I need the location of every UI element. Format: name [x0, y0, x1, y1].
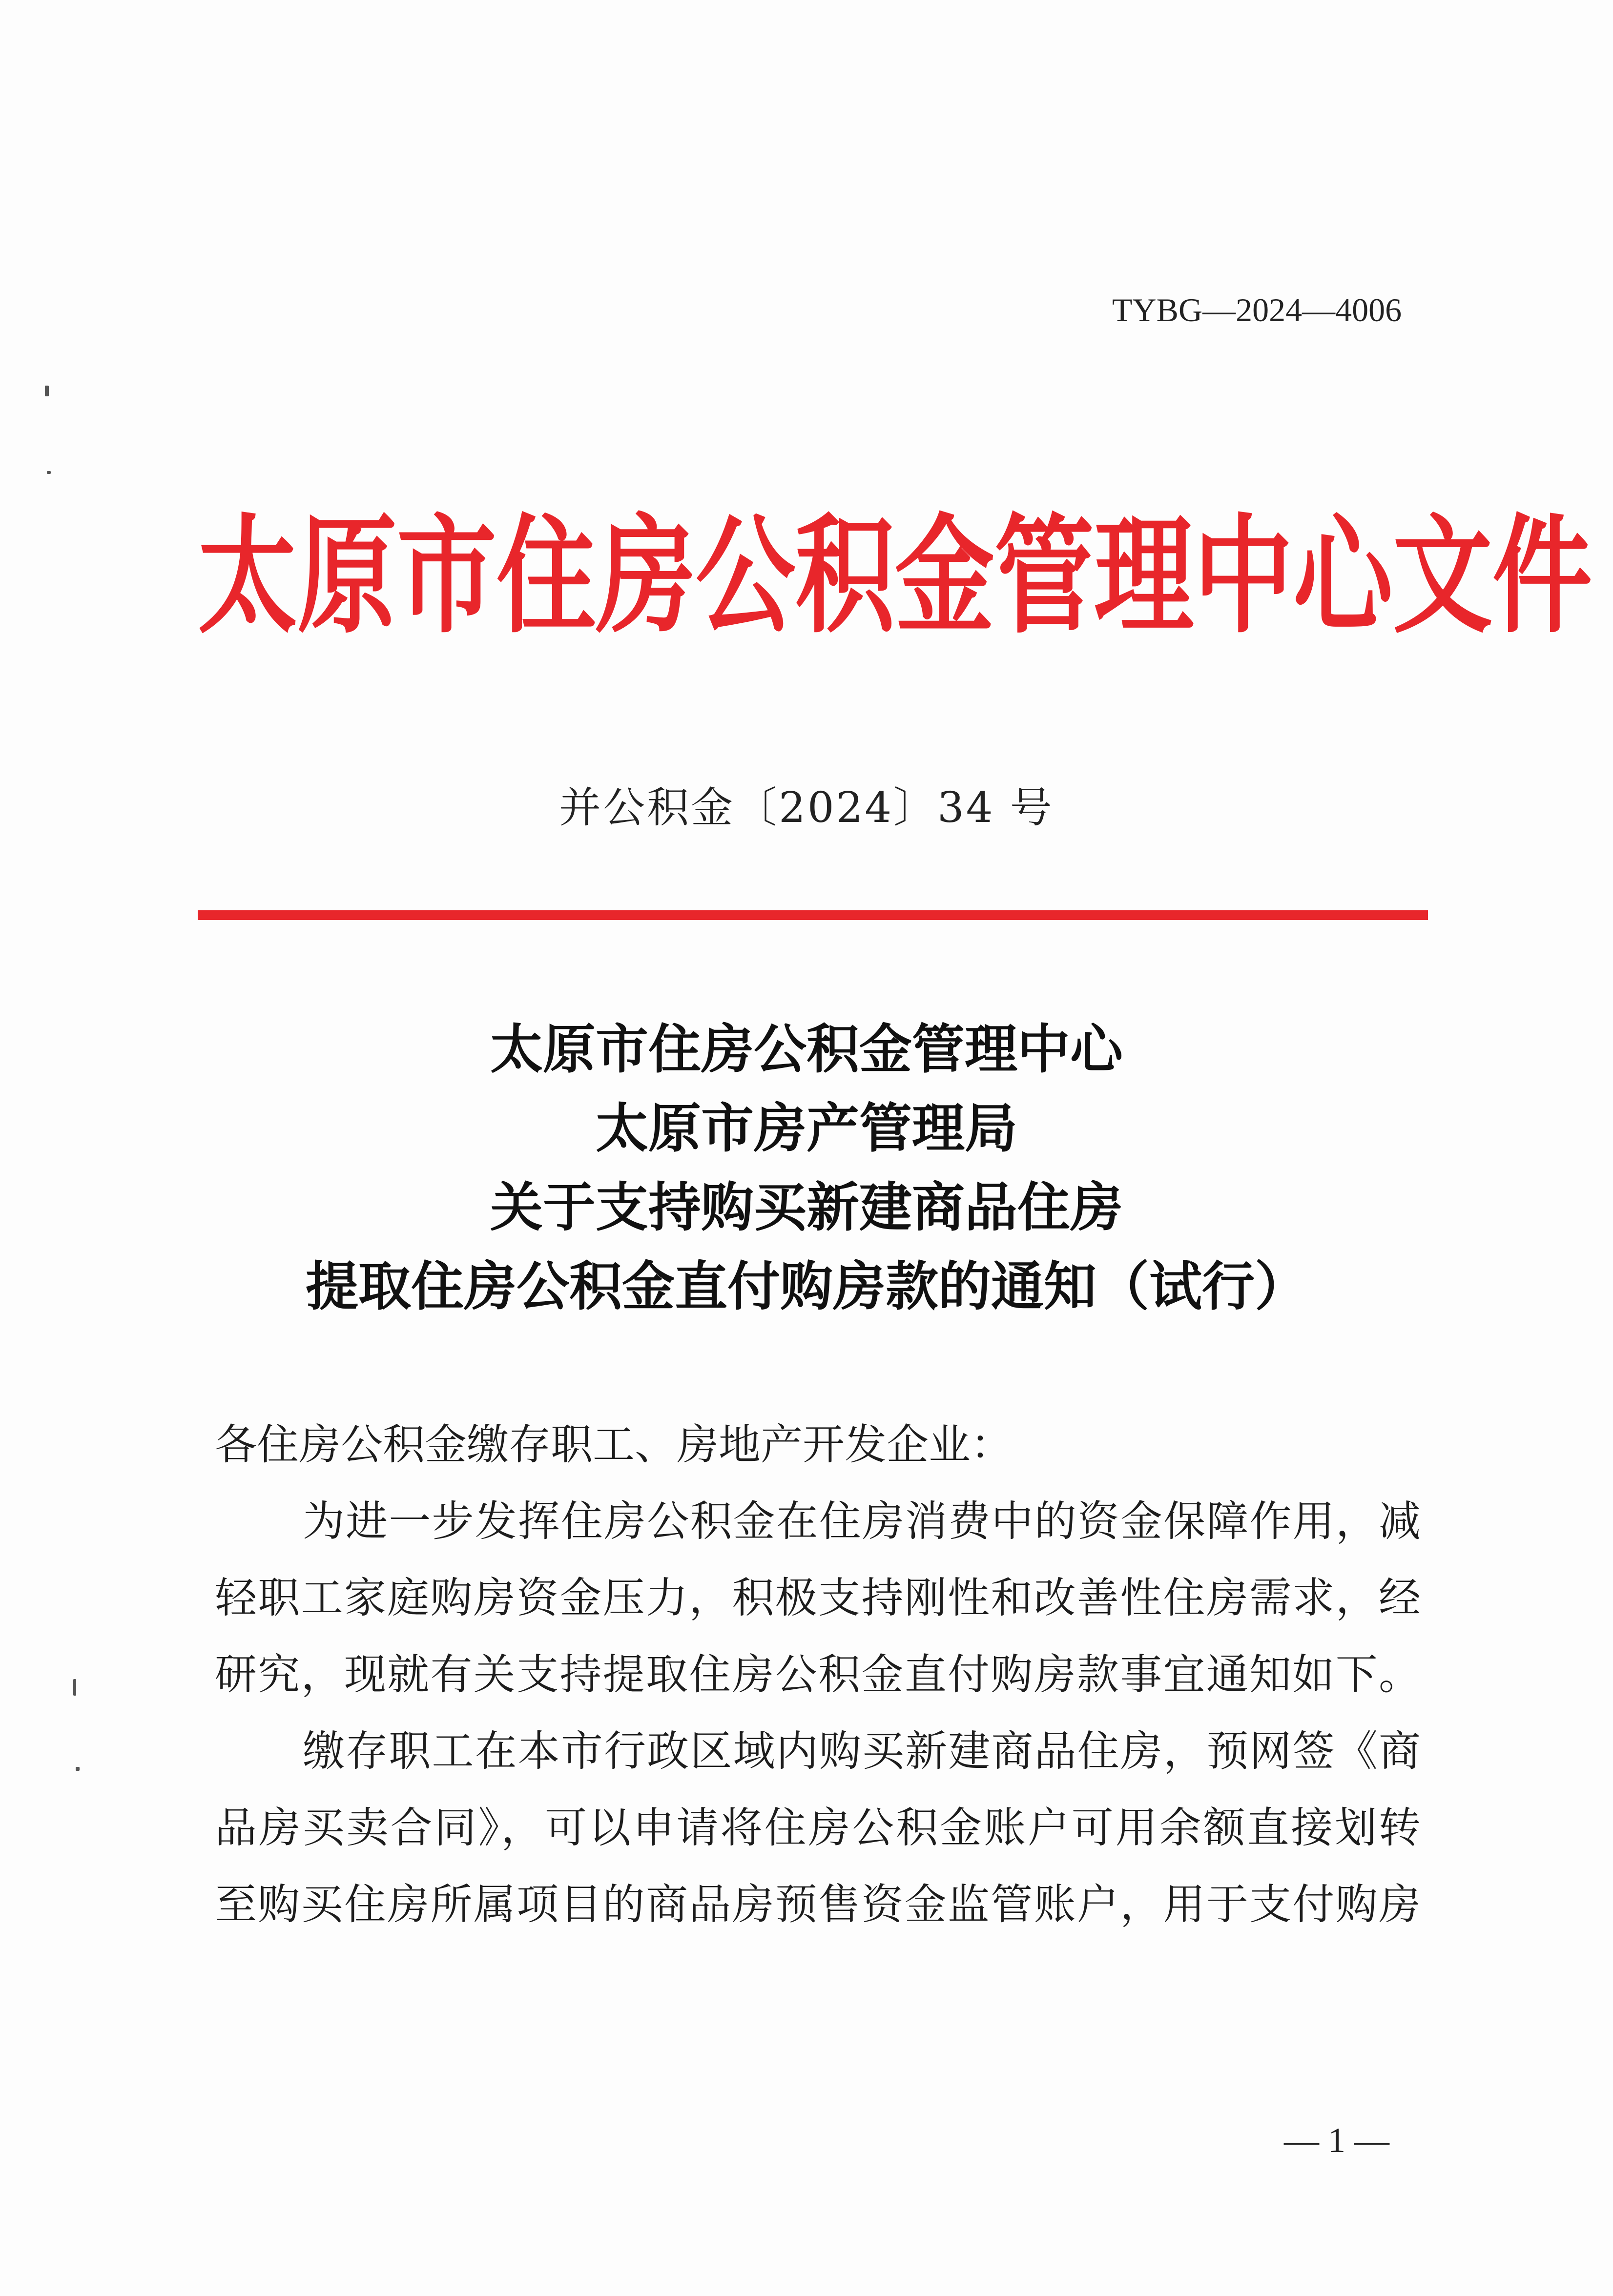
- scan-mark: [76, 1767, 80, 1771]
- title-line: 提取住房公积金直付购房款的通知（试行）: [305, 1256, 1307, 1317]
- document-number: 并公积金〔2024〕34 号: [559, 783, 1054, 832]
- scan-mark: [45, 386, 49, 396]
- paragraph-line: 至购买住房所属项目的商品房预售资金监管账户，用于支付购房: [215, 1880, 1421, 1929]
- paragraph-line: 轻职工家庭购房资金压力，积极支持刚性和改善性住房需求，经: [215, 1574, 1421, 1622]
- title-line: 关于支持购买新建商品住房: [490, 1177, 1123, 1238]
- document-title: [0, 1010, 1613, 1327]
- paragraph-line: 为进一步发挥住房公积金在住房消费中的资金保障作用，减: [303, 1497, 1421, 1546]
- title-line: 太原市住房公积金管理中心: [490, 1019, 1123, 1080]
- red-letterhead: 太原市住房公积金管理中心文件: [198, 501, 1592, 651]
- scan-mark: [47, 471, 51, 474]
- paragraph-line: 缴存职工在本市行政区域内购买新建商品住房，预网签《商: [303, 1727, 1421, 1776]
- scan-mark: [73, 1679, 76, 1696]
- red-divider-line: [198, 910, 1428, 920]
- paragraph-line: 品房买卖合同》，可以申请将住房公积金账户可用余额直接划转: [215, 1804, 1421, 1852]
- document-code: TYBG—2024—4006: [1112, 291, 1402, 328]
- paragraph-line: 研究，现就有关支持提取住房公积金直付购房款事宜通知如下。: [215, 1650, 1421, 1699]
- document-body: [215, 1407, 1421, 1943]
- title-line: 太原市房产管理局: [595, 1098, 1017, 1159]
- page-number: — 1 —: [1284, 2121, 1389, 2160]
- salutation: 各住房公积金缴存职工、房地产开发企业：: [215, 1420, 1013, 1469]
